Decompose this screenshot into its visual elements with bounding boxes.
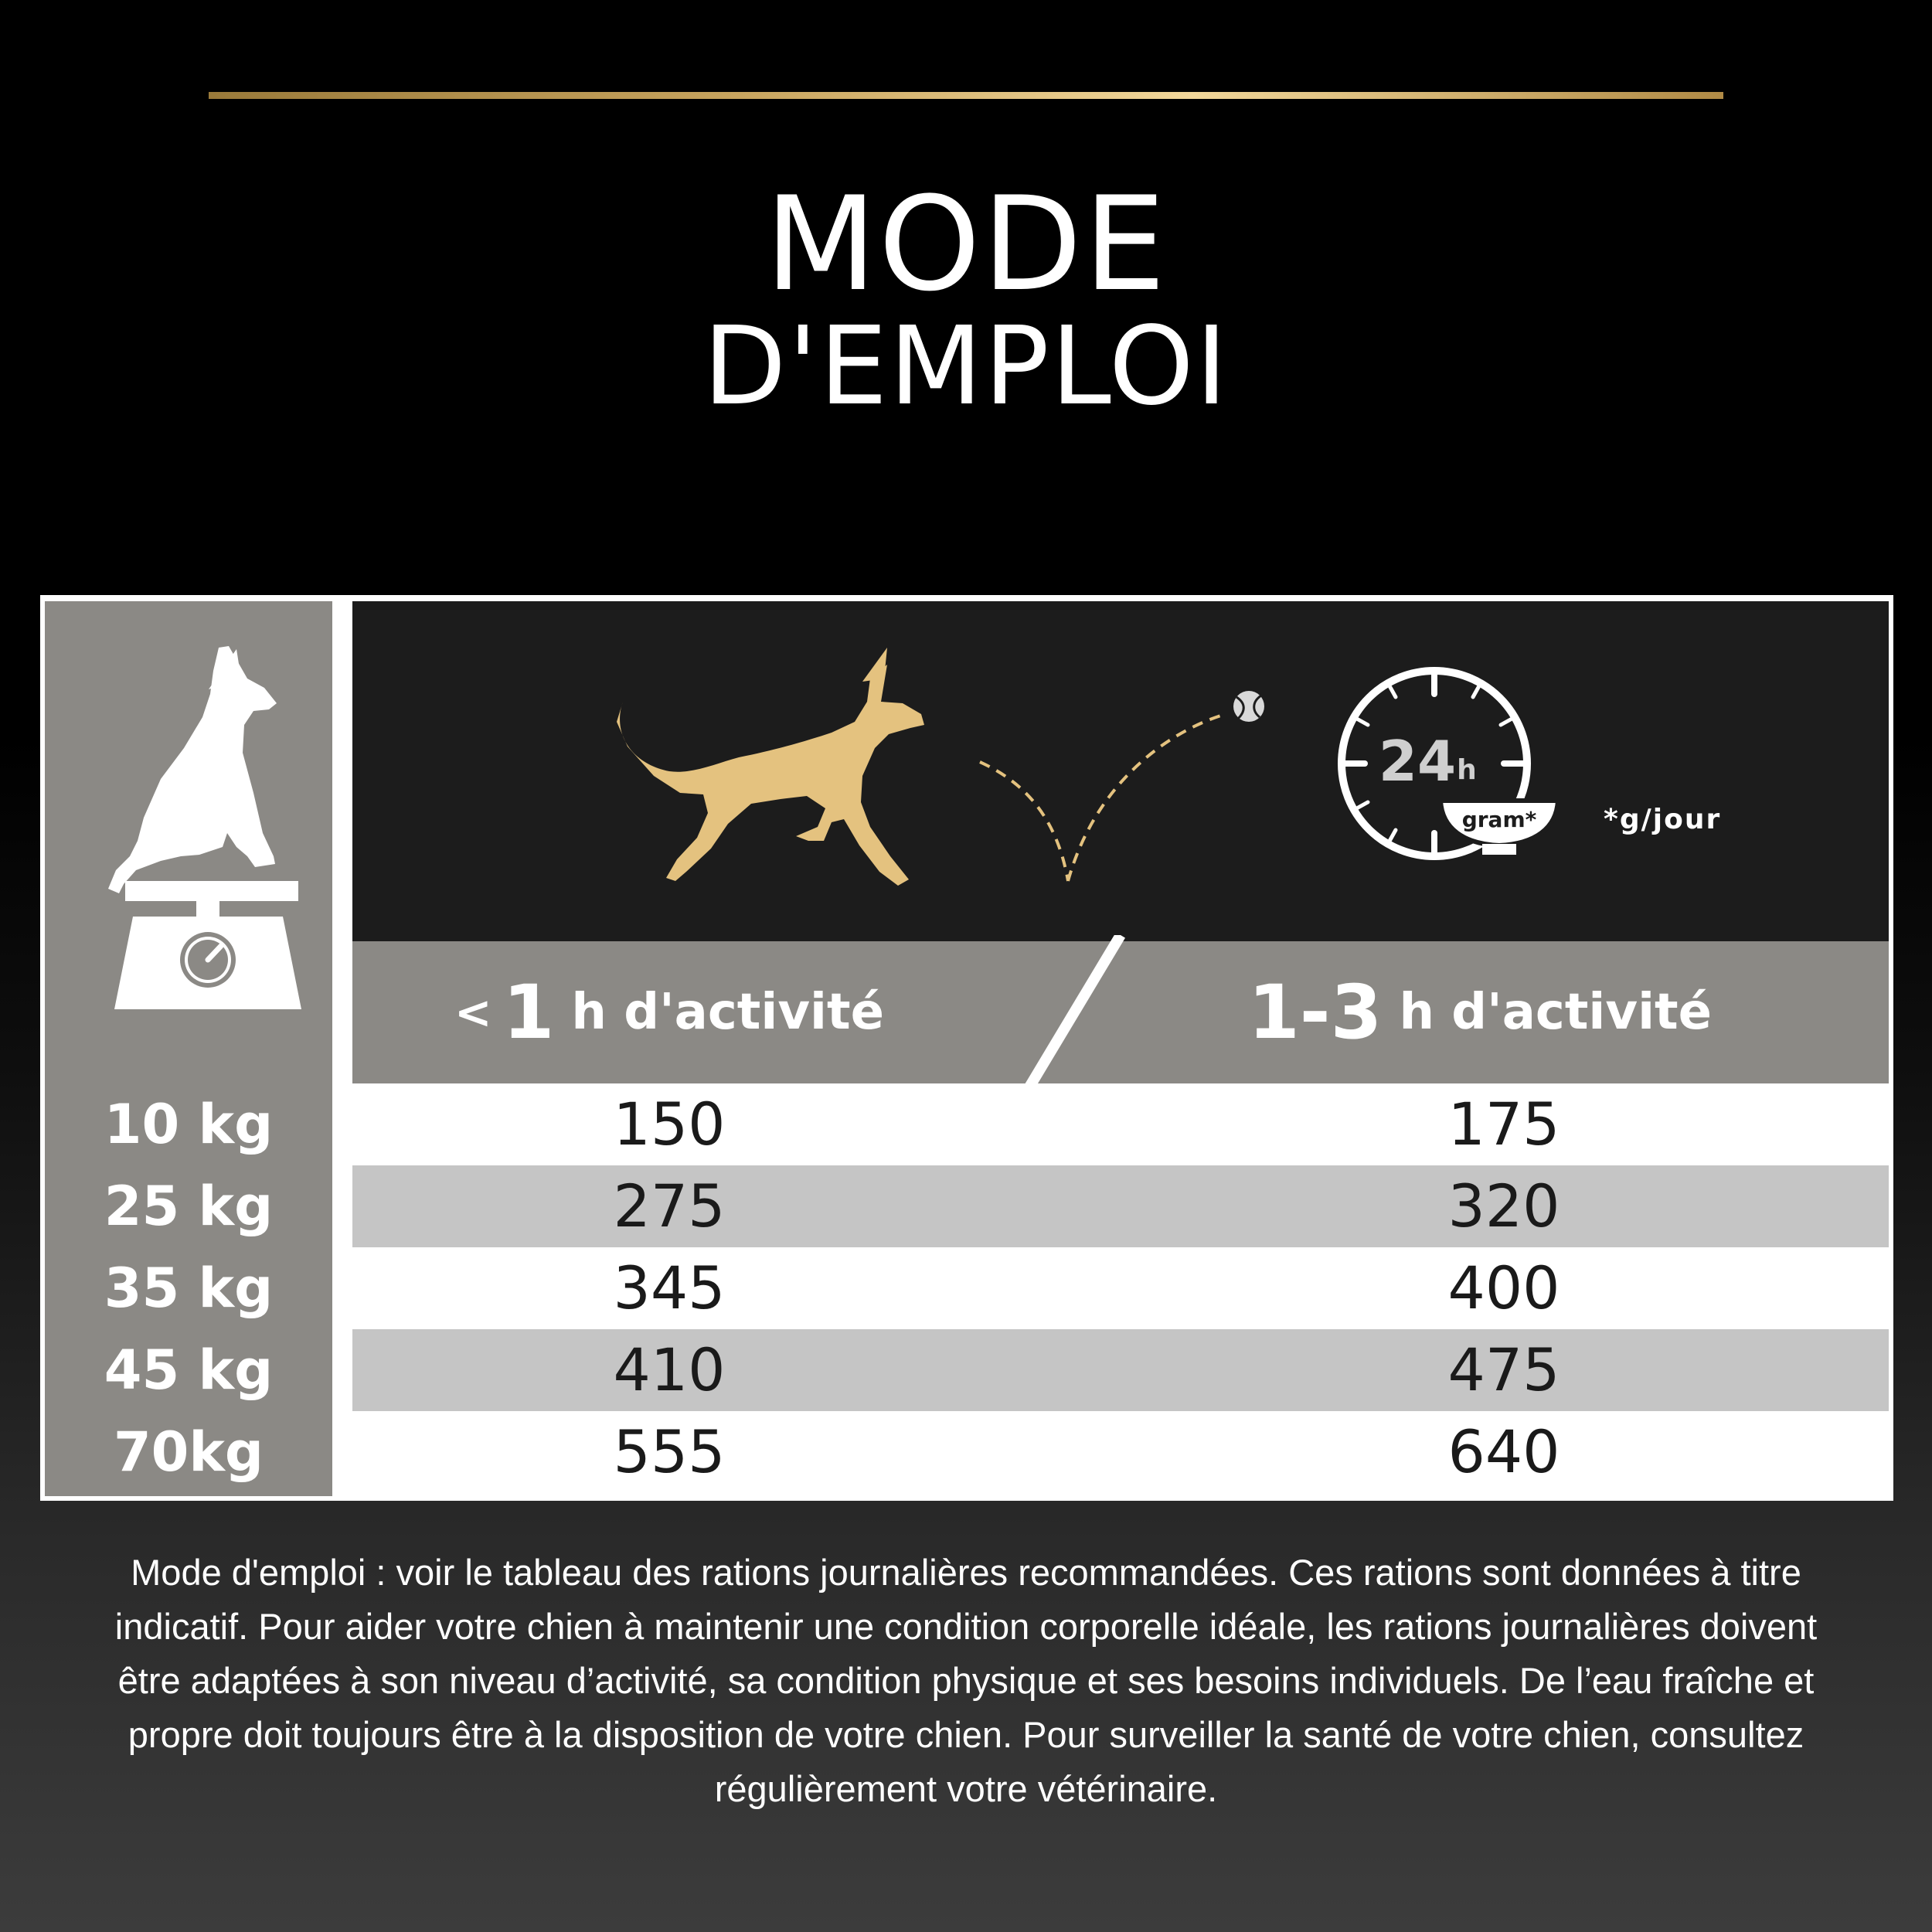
table-row <box>352 1083 1889 1165</box>
ration-high: 475 <box>1447 1335 1560 1404</box>
instructions-text: Mode d'emploi : voir le tableau des rations journalières recommandées. Ces rations sont données à titre indicatif. Pour aider votre chien à maintenir une condition corporelle idéale, les rations journalières doivent être adaptées à son niveau d’activité, sa condition physique et ses besoins individuels. De l’eau fraîche et propre doit toujours être à la disposition de votre chien. Pour surveiller la santé de votre chien, consultez régulièrement votre vétérinaire. <box>114 1552 1818 1809</box>
header-low-prefix: < <box>454 986 492 1039</box>
ration-low: 410 <box>613 1335 726 1404</box>
clock-unit: h <box>1457 754 1477 786</box>
weight-label: 70kg <box>113 1420 264 1484</box>
ration-low: 150 <box>613 1090 726 1158</box>
weight-label: 10 kg <box>104 1093 274 1156</box>
activity-illustration-panel <box>352 601 1889 941</box>
header-high-number: 1-3 <box>1248 969 1383 1056</box>
running-dog-icon <box>600 648 971 895</box>
table-row <box>352 1165 1889 1247</box>
ration-low: 555 <box>613 1417 726 1486</box>
page-title-line1: MODE <box>764 168 1168 320</box>
ration-low: 275 <box>613 1172 726 1240</box>
ration-rows <box>352 1083 1889 1493</box>
weight-label: 45 kg <box>104 1338 274 1402</box>
clock-hours: 24 <box>1378 729 1457 794</box>
weight-label: 25 kg <box>104 1175 274 1238</box>
header-low-number: 1 <box>502 969 555 1056</box>
weight-label: 35 kg <box>104 1257 274 1320</box>
ration-low: 345 <box>613 1253 726 1322</box>
weight-list <box>45 1083 332 1493</box>
ration-high: 320 <box>1447 1172 1560 1240</box>
header-high-text: h d'activité <box>1399 984 1712 1041</box>
bowl-label: gram* <box>1461 807 1537 832</box>
per-day-note: *g/jour <box>1604 804 1722 835</box>
ration-high: 175 <box>1447 1090 1560 1158</box>
table-row <box>352 1411 1889 1493</box>
ball-trajectory <box>971 679 1295 910</box>
table-row <box>352 1329 1889 1411</box>
sitting-dog-on-scale-icon <box>45 601 332 1034</box>
ration-high: 640 <box>1447 1417 1560 1486</box>
food-bowl-icon <box>1440 801 1558 855</box>
gold-divider <box>209 92 1723 99</box>
header-high-activity <box>1066 941 1893 1083</box>
header-low-text: h d'activité <box>571 984 884 1041</box>
table-row <box>352 1247 1889 1329</box>
tennis-ball-icon <box>1233 691 1264 722</box>
ration-high: 400 <box>1447 1253 1560 1322</box>
header-low-activity <box>352 941 986 1083</box>
24h-clock-icon <box>1326 663 1558 895</box>
page-title-line2: D'EMPLOI <box>702 304 1230 430</box>
